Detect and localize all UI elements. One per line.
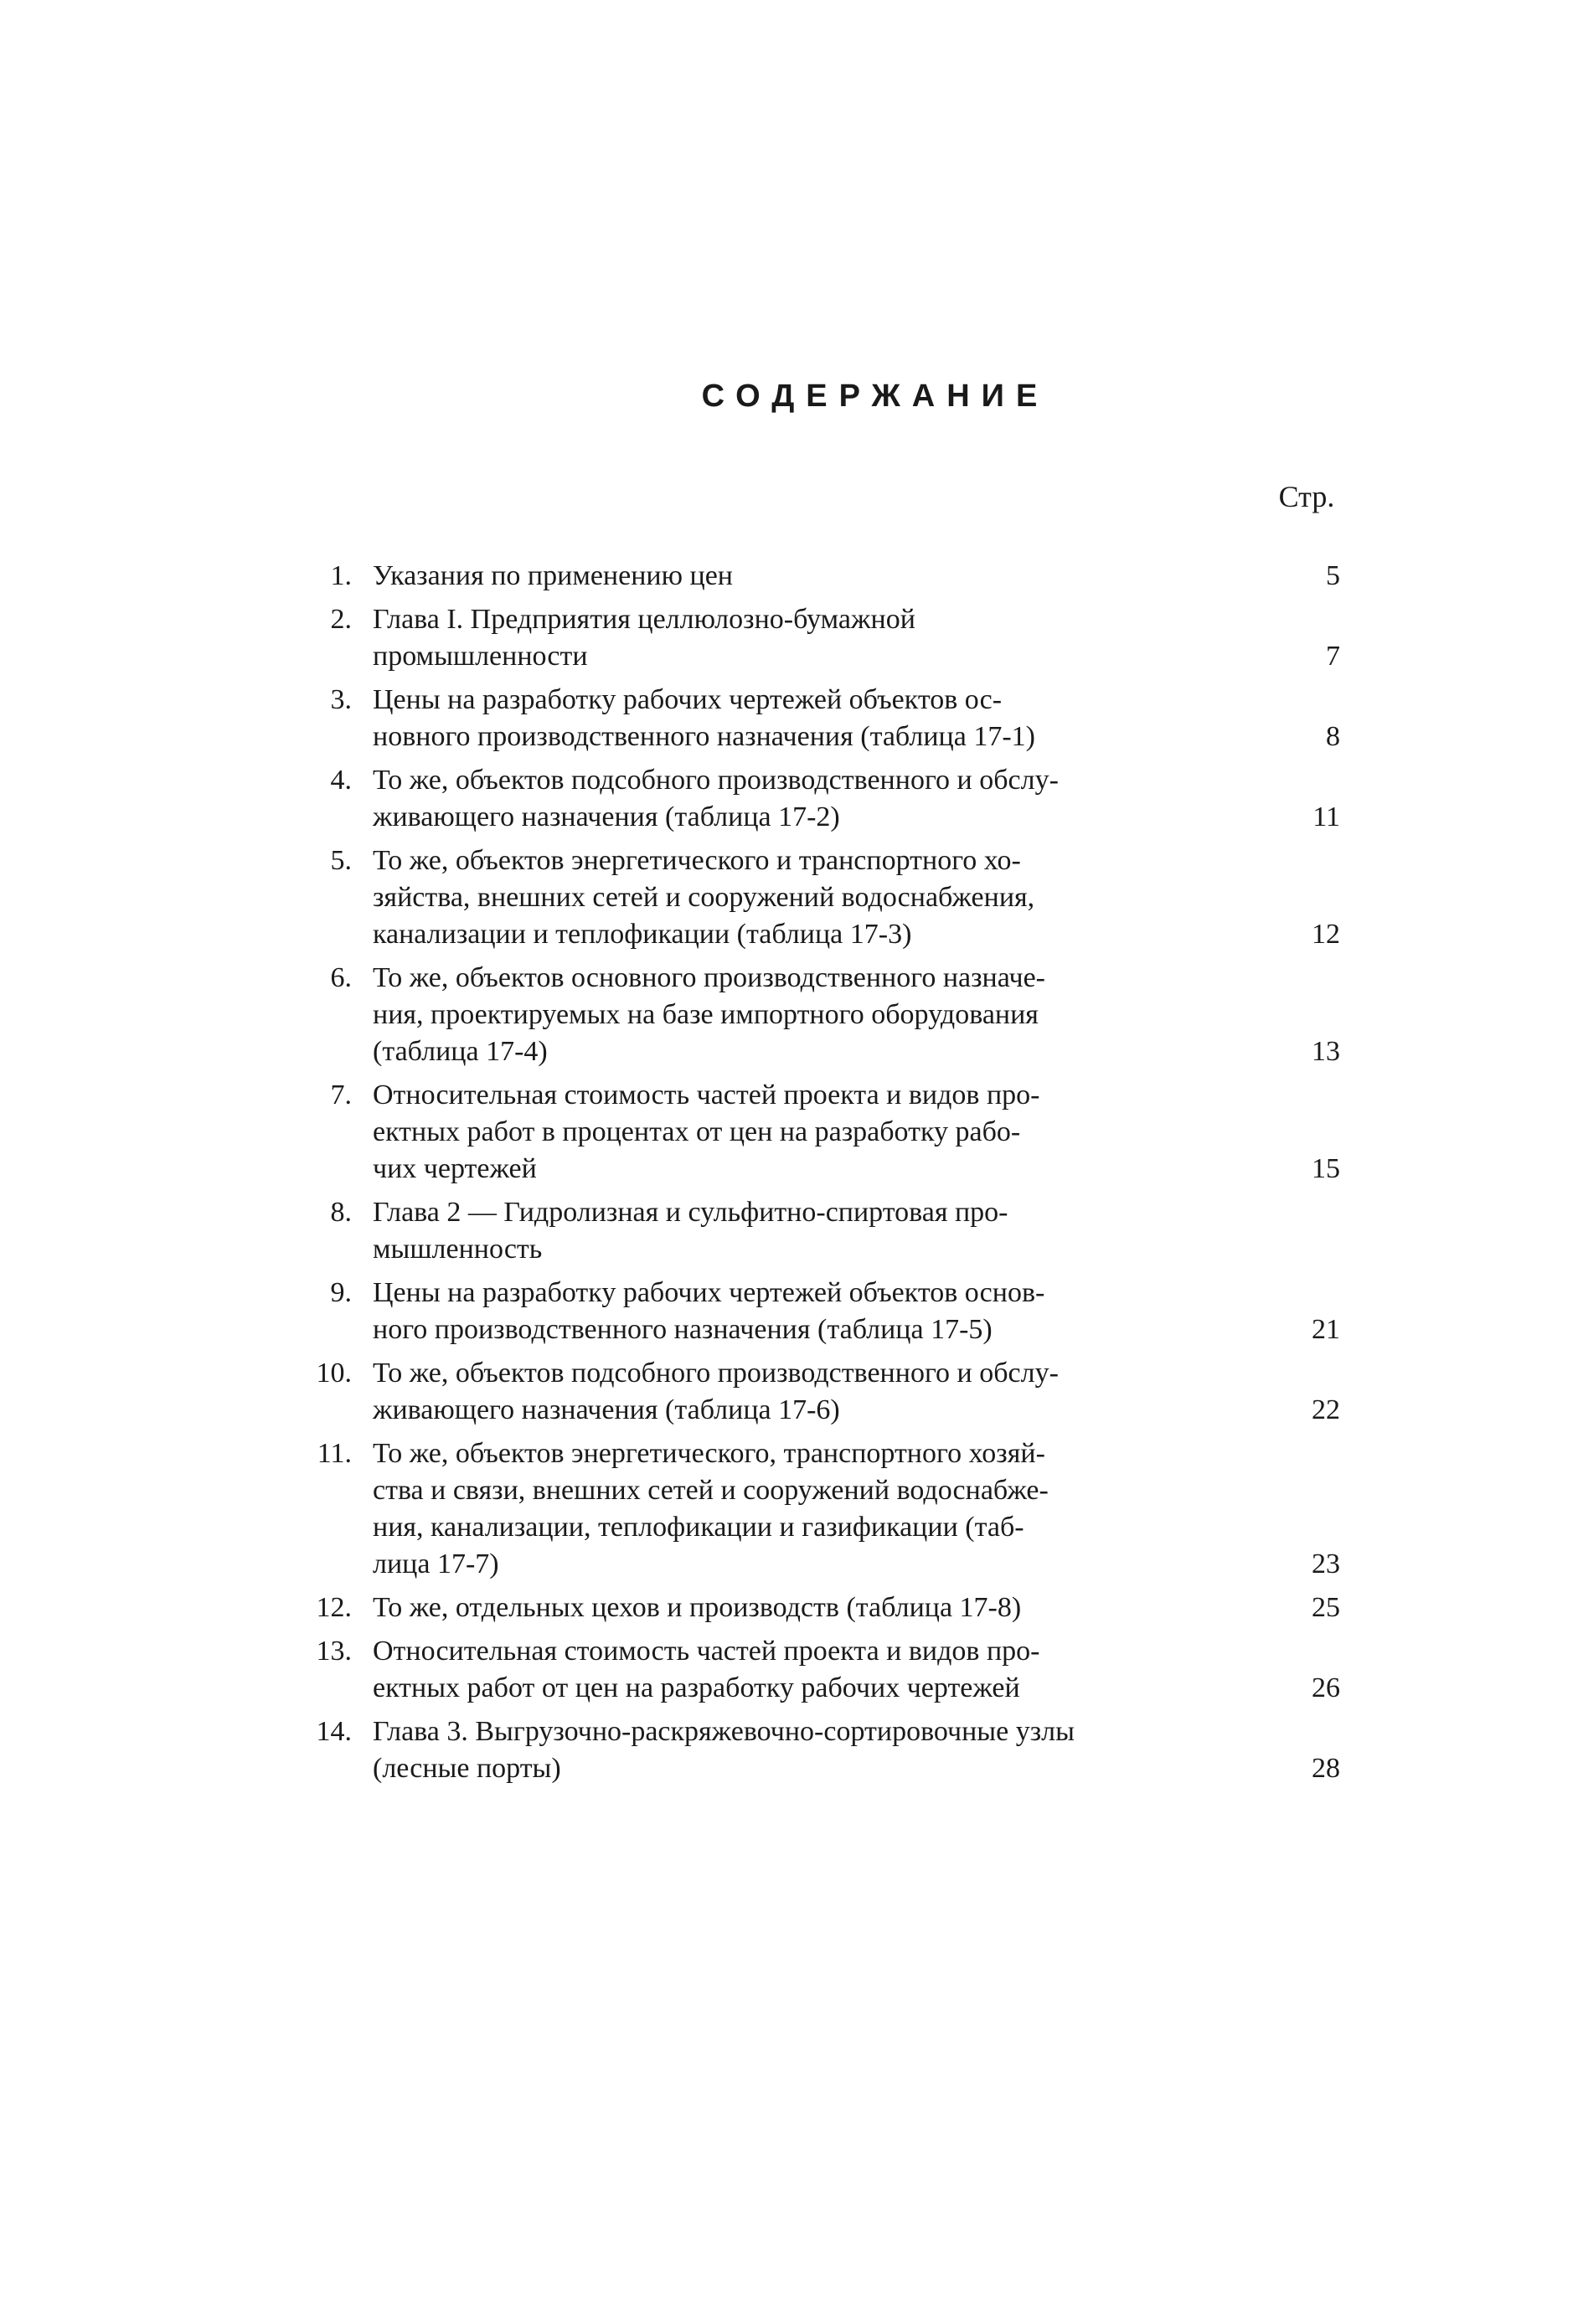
toc-entry-number: 13.	[316, 1636, 352, 1667]
toc-entry-title	[373, 1713, 1177, 1787]
toc-entry	[302, 1590, 1340, 1626]
toc-entry-title	[373, 1355, 1177, 1429]
toc-entry-title	[373, 682, 1177, 755]
toc-entry-number: 3.	[330, 684, 352, 715]
toc-entry	[302, 1275, 1340, 1348]
toc-entry-title	[373, 1275, 1177, 1348]
toc-entry-title	[373, 1077, 1177, 1188]
toc-entry-number: 11.	[317, 1438, 352, 1469]
toc-entry-title-line: лица 17-7)	[373, 1548, 499, 1579]
toc-entry-page-number: 11	[1312, 801, 1340, 832]
toc-entry-title-line: ного производственного назначения (таблица 17-5)	[373, 1314, 993, 1345]
toc-entry-title-line: То же, объектов энергетического и транспортного хо-	[373, 845, 1021, 876]
toc-entry-title	[373, 601, 1177, 675]
toc-entry	[302, 682, 1340, 755]
toc-entry-title	[373, 558, 1177, 595]
toc-entry-title-line: Цены на разработку рабочих чертежей объектов основ-	[373, 1277, 1045, 1308]
toc-entry-title-line: (таблица 17-4)	[373, 1036, 548, 1067]
toc-entry-title	[373, 1633, 1177, 1707]
toc-entry-page-number: 5	[1326, 560, 1340, 591]
toc-entry-number: 6.	[330, 962, 352, 993]
toc-entry-title-line: ния, проектируемых на базе импортного оборудования	[373, 999, 1039, 1030]
toc-entry	[302, 1355, 1340, 1429]
toc-entry-title	[373, 843, 1177, 953]
toc-entry	[302, 1194, 1340, 1268]
toc-entry-number: 1.	[330, 560, 352, 591]
toc-entry-title-line: То же, отдельных цехов и производств (таблица 17-8)	[373, 1592, 1022, 1623]
toc-entry-title-line: То же, объектов энергетического, транспортного хозяй-	[373, 1438, 1045, 1469]
toc-entry-number: 7.	[330, 1080, 352, 1110]
toc-entry-title-line: живающего назначения (таблица 17-2)	[373, 801, 840, 832]
toc-entry	[302, 1077, 1340, 1188]
toc-entry-title-line: ства и связи, внешних сетей и сооружений водоснабже-	[373, 1475, 1049, 1506]
toc-entry-title-line: ектных работ от цен на разработку рабочих чертежей	[373, 1672, 1020, 1703]
page-title: СОДЕРЖАНИЕ	[701, 379, 1049, 414]
toc-entry	[302, 601, 1340, 675]
toc-entry-page-number: 7	[1326, 641, 1340, 672]
toc-entry-title	[373, 762, 1177, 836]
toc-entry-title-line: То же, объектов основного производственного назначе-	[373, 962, 1045, 993]
toc-entry	[302, 558, 1340, 595]
toc-entry-title-line: чих чертежей	[373, 1153, 537, 1184]
toc-entry-title-line: новного производственного назначения (таблица 17-1)	[373, 721, 1035, 752]
toc-entry-title	[373, 1590, 1177, 1626]
toc-entry-title-line: Относительная стоимость частей проекта и видов про-	[373, 1080, 1040, 1110]
toc-entry	[302, 843, 1340, 953]
toc-entry	[302, 1435, 1340, 1583]
toc-entry-page-number: 21	[1312, 1314, 1340, 1345]
toc-entry-number: 9.	[330, 1277, 352, 1308]
toc-entry-title-line: (лесные порты)	[373, 1753, 561, 1784]
toc-entry-title-line: промышленности	[373, 641, 588, 672]
toc-entry-page-number: 8	[1326, 721, 1340, 752]
table-of-contents	[302, 558, 1340, 1794]
toc-entry-number: 5.	[330, 845, 352, 876]
toc-entry-title	[373, 1435, 1177, 1583]
toc-entry-page-number: 13	[1312, 1036, 1340, 1067]
toc-entry-title-line: живающего назначения (таблица 17-6)	[373, 1394, 840, 1425]
toc-entry-number: 12.	[316, 1592, 352, 1623]
toc-entry-title-line: зяйства, внешних сетей и сооружений водоснабжения,	[373, 882, 1035, 913]
toc-entry-page-number: 26	[1312, 1672, 1340, 1703]
toc-entry-page-number: 12	[1312, 919, 1340, 950]
toc-entry-page-number: 23	[1312, 1548, 1340, 1579]
toc-entry-title-line: Глава I. Предприятия целлюлозно-бумажной	[373, 604, 915, 635]
toc-entry-title-line: Глава 2 — Гидролизная и сульфитно-спиртовая про-	[373, 1197, 1008, 1228]
toc-entry-title	[373, 1194, 1177, 1268]
toc-entry-title-line: канализации и теплофикации (таблица 17-3)	[373, 919, 912, 950]
page-column-header: Стр.	[1278, 480, 1335, 513]
toc-entry-number: 2.	[330, 604, 352, 635]
toc-entry-title-line: Цены на разработку рабочих чертежей объектов ос-	[373, 684, 1003, 715]
toc-entry-page-number: 25	[1312, 1592, 1340, 1623]
toc-entry-number: 4.	[330, 765, 352, 796]
toc-entry-title-line: ектных работ в процентах от цен на разработку рабо-	[373, 1116, 1021, 1147]
toc-entry	[302, 1713, 1340, 1787]
toc-entry-number: 10.	[316, 1358, 352, 1389]
toc-entry-title-line: Относительная стоимость частей проекта и видов про-	[373, 1636, 1040, 1667]
toc-entry	[302, 762, 1340, 836]
toc-entry-number: 8.	[330, 1197, 352, 1228]
toc-entry-title-line: ния, канализации, теплофикации и газификации (таб-	[373, 1512, 1024, 1543]
toc-entry-title-line: мышленность	[373, 1234, 543, 1265]
toc-entry-title-line: То же, объектов подсобного производственного и обслу-	[373, 765, 1059, 796]
toc-entry-number: 14.	[316, 1716, 352, 1747]
toc-entry	[302, 1633, 1340, 1707]
toc-entry-page-number: 28	[1312, 1753, 1340, 1784]
toc-entry-title-line: То же, объектов подсобного производственного и обслу-	[373, 1358, 1059, 1389]
toc-entry-title-line: Глава 3. Выгрузочно-раскряжевочно-сортировочные узлы	[373, 1716, 1075, 1747]
toc-entry-title	[373, 960, 1177, 1070]
toc-entry-title-line: Указания по применению цен	[373, 560, 733, 591]
toc-entry-page-number: 22	[1312, 1394, 1340, 1425]
toc-entry-page-number: 15	[1312, 1153, 1340, 1184]
toc-entry	[302, 960, 1340, 1070]
